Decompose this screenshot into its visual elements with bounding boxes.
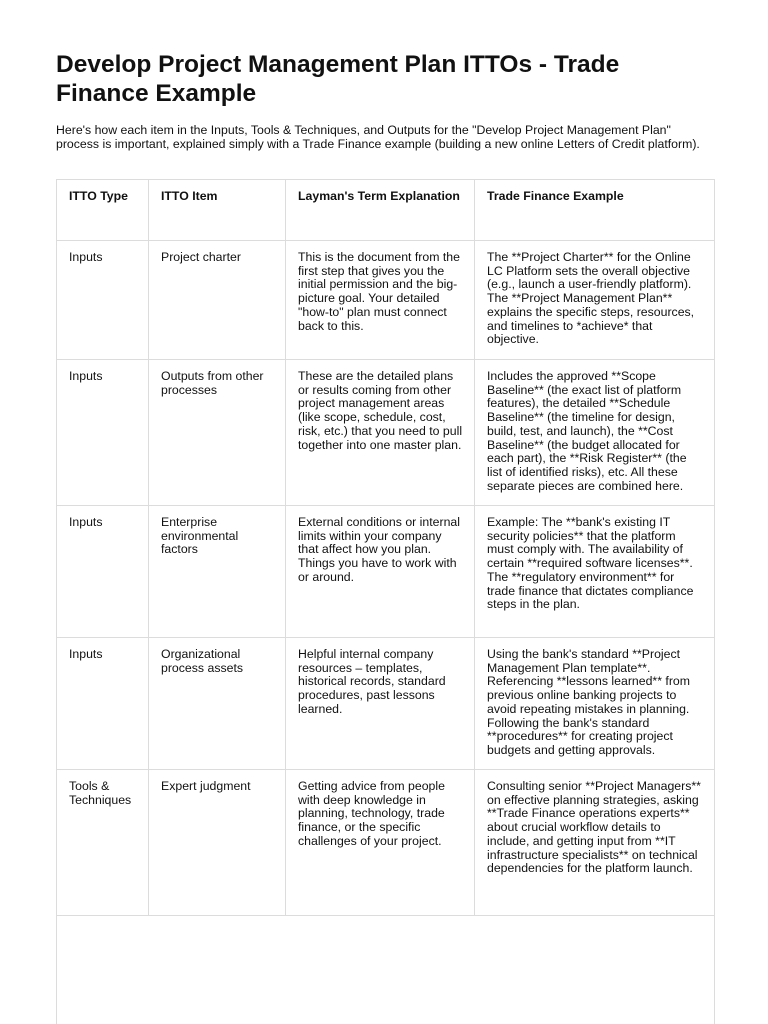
cell-itto-item: Project charter — [149, 241, 286, 360]
header-itto-type: ITTO Type — [57, 180, 149, 241]
itto-table — [56, 179, 715, 916]
cell-example: Example: The **bank's existing IT security policies** that the platform must comply with. The availability of certain **required software licenses**. The **regulatory environment** for trade finance that dictates compliance steps in the plan. — [475, 506, 715, 638]
table-header-row — [57, 180, 715, 241]
intro-paragraph: Here's how each item in the Inputs, Tools & Techniques, and Outputs for the "Develop Project Management Plan" process is important, explained simply with a Trade Finance example (building a new online Letters of Credit platform). — [56, 123, 700, 151]
cell-itto-type: Inputs — [57, 360, 149, 506]
cell-explanation: External conditions or internal limits within your company that affect how you plan. Things you have to work with or around. — [286, 506, 475, 638]
cell-explanation: This is the document from the first step that gives you the initial permission and the big-picture goal. Your detailed "how-to" plan must connect back to this. — [286, 241, 475, 360]
cell-itto-item: Enterprise environmental factors — [149, 506, 286, 638]
cell-explanation: Getting advice from people with deep knowledge in planning, technology, trade finance, or the specific challenges of your project. — [286, 770, 475, 916]
cell-example: Includes the approved **Scope Baseline** (the exact list of platform features), the detailed **Schedule Baseline** (the timeline for design, build, test, and launch), the **Cost Baseline** (the budget allocated for each part), the **Risk Register** (the list of identified risks), etc. All these separate pieces are combined here. — [475, 360, 715, 506]
cell-itto-type: Inputs — [57, 506, 149, 638]
table-row — [57, 770, 715, 916]
page-title: Develop Project Management Plan ITTOs - Trade Finance Example — [56, 51, 620, 107]
table-continuation-frame — [56, 905, 715, 1024]
header-explanation: Layman's Term Explanation — [286, 180, 475, 241]
cell-explanation: Helpful internal company resources – templates, historical records, standard procedures, past lessons learned. — [286, 638, 475, 770]
table-row — [57, 638, 715, 770]
cell-itto-item: Organizational process assets — [149, 638, 286, 770]
cell-itto-item: Outputs from other processes — [149, 360, 286, 506]
cell-itto-type: Inputs — [57, 638, 149, 770]
cell-itto-item: Expert judgment — [149, 770, 286, 916]
cell-explanation: These are the detailed plans or results coming from other project management areas (like scope, schedule, cost, risk, etc.) that you need to pull together into one master plan. — [286, 360, 475, 506]
table-row — [57, 241, 715, 360]
header-itto-item: ITTO Item — [149, 180, 286, 241]
cell-itto-type: Inputs — [57, 241, 149, 360]
table-row — [57, 506, 715, 638]
document-page — [56, 50, 714, 876]
cell-example: Using the bank's standard **Project Management Plan template**. Referencing **lessons learned** from previous online banking projects to avoid repeating mistakes in planning. Following the bank's standard **procedures** for creating project budgets and getting approvals. — [475, 638, 715, 770]
cell-itto-type: Tools & Techniques — [57, 770, 149, 916]
table-row — [57, 360, 715, 506]
header-trade-finance-example: Trade Finance Example — [475, 180, 715, 241]
cell-example: Consulting senior **Project Managers** on effective planning strategies, asking **Trade Finance operations experts** about crucial workflow details to include, and getting input from **IT infrastructure specialists** on technical dependencies for the platform launch. — [475, 770, 715, 916]
cell-example: The **Project Charter** for the Online LC Platform sets the overall objective (e.g., launch a user-friendly platform). The **Project Management Plan** explains the specific steps, resources, and timelines to *achieve* that objective. — [475, 241, 715, 360]
